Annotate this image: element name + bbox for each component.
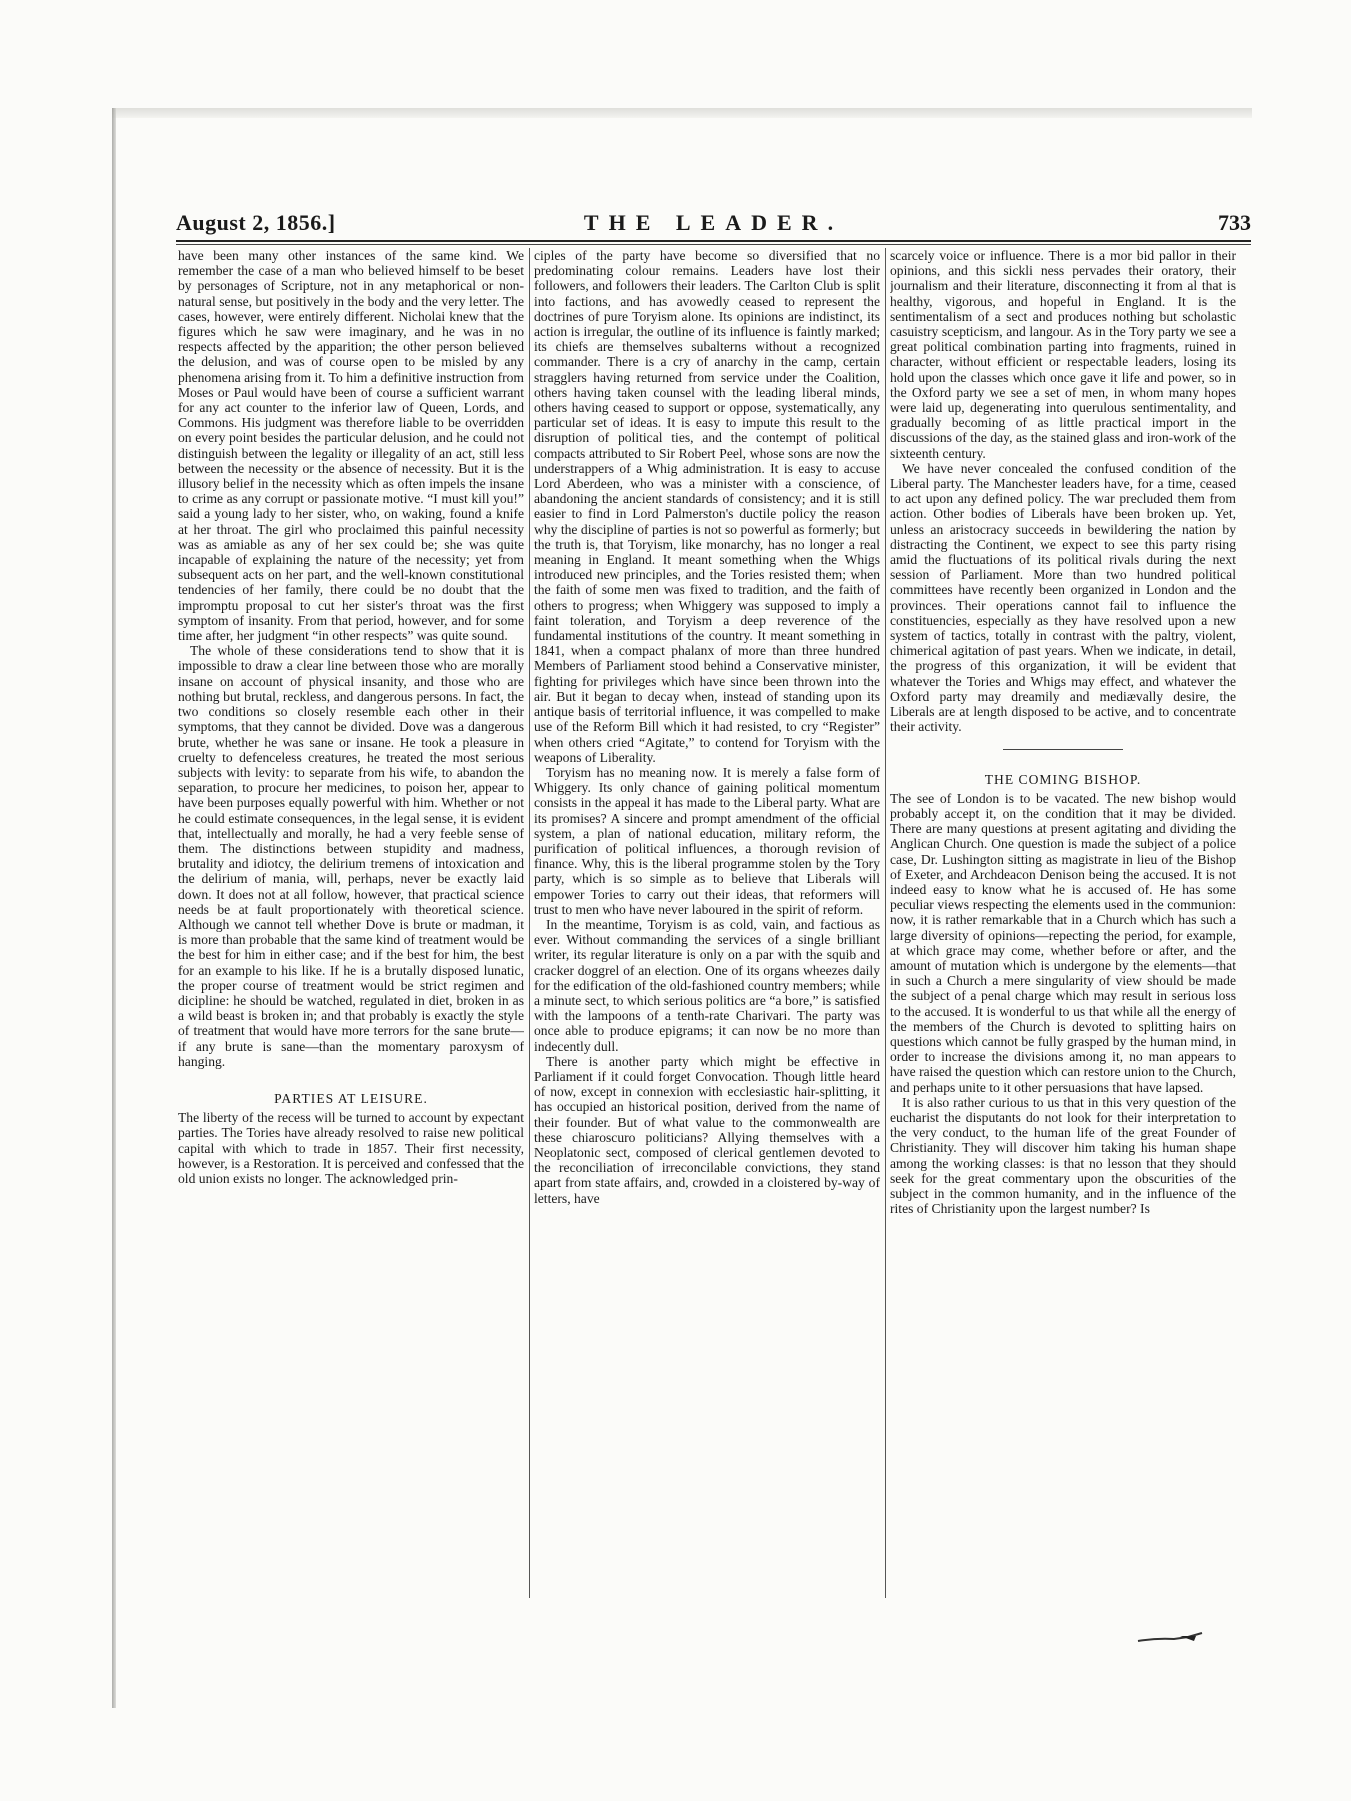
header-rule-thin (176, 244, 1251, 245)
section-heading-parties-at-leisure: PARTIES AT LEISURE. (274, 1090, 428, 1106)
article-paragraph: We have never concealed the confused condition of the Liberal party. The Manchester leaders have, for a time, ceased to act upon any defined policy. The war precluded them from action. Other bodies of Liberals have been broken up. Yet, unless an aristocracy succeeds in bewildering the nation by distracting the Continent, we expect to see this party rising amid the fluctuations of its political rivals during the next session of Parliament. More than two hundred political committees have recently been organized in London and the provinces. Their operations cannot fail to influence the constituencies, especially as they have resolved upon a new system of tactics, totally in contrast with the paltry, violent, chimerical agitation of past years. When we indicate, in detail, the progress of this organization, it will be evident that whatever the Tories and Whigs may effect, and whatever the Oxford party may dreamily and mediævally desire, the Liberals are at length disposed to be active, and to concentrate their activity. (890, 460, 1236, 735)
article-paragraph: There is another party which might be effective in Parliament if it could forget Convocation. Though little heard of now, except in connexion with ecclesiastic hair-splitting, it has occupied an historical position, derived from the name of their founder. But of what value to the commonwealth are these chiaroscuro politicians? Allying themselves with a Neoplatonic sect, composed of clerical gentlemen devoted to the reconciliation of irreconcilable convictions, they stand apart from state affairs, and, crowded in a cloistered by-way of letters, have (534, 1053, 880, 1206)
column-divider-1 (529, 248, 530, 1598)
article-paragraph: ciples of the party have become so diversified that no predominating colour remains. Leaders have lost their followers, and followers their leaders. The Carlton Club is split into factions, and has avowedly ceased to represent the doctrines of pure Toryism alone. Its opinions are indistinct, its action is irregular, the outline of its influence is faintly marked; its chiefs are themselves subalterns without a recognized commander. There is a cry of anarchy in the camp, certain stragglers having returned from service under the Coalition, others having taken counsel with the leading liberal minds, others having ceased to support or oppose, systematically, any particular set of ideas. It is easy to impute this result to the disruption of political ties, and the contempt of political compacts attributed to Sir Robert Peel, whose sons are now the understrappers of a Whig administration. It is easy to accuse Lord Aberdeen, who was a minister with a conscience, of abandoning the ancient standards of consistency; and it is still easier to find in Lord Palmerston's ductile policy the reason why the discipline of parties is not so powerful as formerly; but the truth is, that Toryism, like monarchy, has no longer a real meaning in England. It meant something when the Whigs introduced new principles, and the Tories resisted them; when the faith of some men was fixed to tradition, and the faith of others to progress; when Whiggery was supposed to imply a faint toleration, and Toryism a deep reverence of the fundamental institutions of the country. It meant something in 1841, when a compact phalanx of more than three hundred Members of Parliament stood behind a Conservative minister, fighting for privileges which have since been thrown into the air. But it began to decay when, instead of standing upon its antique basis of territorial influence, it was compelled to make use of the Reform Bill which it had resisted, to cry “Register” when others cried “Agitate,” to contend for Toryism with the weapons of Liberality. (534, 248, 880, 765)
article-paragraph: It is also rather curious to us that in this very question of the eucharist the disputants do not look for their interpretation to the very conduct, to the human life of the great Founder of Christianity. They will discover him taking his human shape among the working classes: is that no lesson that they should seek for the great commentary upon the obscurities of the subject in the common humanity, and in the influence of the rites of Christianity upon the largest number? Is (890, 1094, 1236, 1217)
masthead (176, 210, 1251, 240)
column-3 (890, 248, 1236, 1598)
article-paragraph: In the meantime, Toryism is as cold, vain, and factious as ever. Without commanding the services of a single brilliant writer, its regular literature is only on a par with the squib and cracker doggrel of an election. One of its organs wheezes daily for the edification of the old-fashioned country members; while a minute sect, to which serious politics are “a bore,” is satisfied with the lampoons of a tenth-rate Charivari. The party was once able to produce epigrams; it can now be no more than indecently dull. (534, 916, 880, 1054)
ink-smudge-mark (1136, 1630, 1206, 1644)
column-2 (534, 248, 880, 1598)
article-paragraph: Toryism has no meaning now. It is merely a false form of Whiggery. Its only chance of gaining political momentum consists in the appeal it has made to the Liberal party. What are its promises? A sincere and prompt amendment of the official system, a plan of national education, military reform, the purification of political influences, a thorough revision of finance. Why, this is the liberal programme stolen by the Tory party, which is so simple as to believe that Liberals will empower Tories to carry out their ideas, that reformers will trust to men who have never laboured in the spirit of reform. (534, 764, 880, 917)
page-number: 733 (1218, 210, 1251, 235)
issue-date: August 2, 1856.] (176, 210, 336, 235)
article-paragraph: have been many other instances of the same kind. We remember the case of a man who believed himself to be beset by personages of Scripture, not in any metaphorical or non-natural sense, but positively in the body and the very letter. The cases, however, were entirely different. Nicholai knew that the figures which he saw were imaginary, and he was in no respects affected by the apparition; the other person believed the delusion, and was of course open to be misled by any phenomena arising from it. To him a definitive instruction from Moses or Paul would have been of course a sufficient warrant for any act counter to the inferior law of Queen, Lords, and Commons. His judgment was therefore liable to be overridden on every point besides the particular delusion, and he could not distinguish between the legality or illegality of an act, still less between the necessity or the absence of necessity. But it is the illusory belief in the necessity which as often impels the insane to crime as any corrupt or passionate motive. “I must kill you!” said a young lady to her sister, who, on waking, found a knife at her throat. The girl who proclaimed this painful necessity was as amiable as any of her sex could be; she was quite incapable of explaining the nature of the necessity; yet from subsequent acts on her part, and the well-known constitutional tendencies of her family, there could be no doubt that the impromptu proposal to cut her sister's throat was the first symptom of insanity. From that period, however, and for some time after, her judgment “in other respects” was quite sound. (178, 248, 524, 644)
column-1 (178, 248, 524, 1598)
scan-left-edge (112, 108, 116, 1708)
article-paragraph: The see of London is to be vacated. The new bishop would probably accept it, on the condition that it may be divided. There are many questions at present agitating and dividing the Anglican Church. One question is made the subject of a police case, Dr. Lushington sitting as magistrate in lieu of the Bishop of Exeter, and Archdeacon Denison being the accused. It is not indeed easy to know what he is accused of. He has some peculiar views respecting the elements used in the communion: now, it is rather remarkable that in a Church which has such a large diversity of opinions—repecting the period, for example, at which grace may come, whether before or after, and the amount of mutation which is undergone by the elements—that in such a Church a mere singularity of view should be made the subject of a penal charge which may result in serious loss to the accused. It is wonderful to us that while all the energy of the members of the Church is devoted to splitting hairs on questions which cannot be fully grasped by the human mind, in order to increase the divisions among it, no man appears to have raised the question which can restore union to the Church, and perhaps unite to it other persuasions that have lapsed. (890, 790, 1236, 1095)
column-divider-2 (885, 248, 886, 1598)
article-paragraph: The whole of these considerations tend to show that it is impossible to draw a clear line between those who are morally insane on account of physical insanity, and those who are nothing but brutal, reckless, and dangerous persons. In fact, the two conditions so closely resemble each other in their symptoms, that they cannot be divided. Dove was a dangerous brute, whether he was sane or insane. He took a pleasure in cruelty to defenceless creatures, he treated the most serious subjects with levity: to separate from his wife, to abandon the separation, to procure her medicines, to poison her, appear to have been purposes equally powerful with him. Whether or not he could estimate consequences, in the legal sense, it is evident that, intellectually and morally, he had a very feeble sense of them. The distinctions between stupidity and madness, brutality and idiotcy, the delirium tremens of intoxication and the delirium of mania, will, perhaps, never be exactly laid down. It does not at all follow, however, that practical science needs be at fault proportionately with theoretical science. Although we cannot tell whether Dove is brute or madman, it is more than probable that the same kind of treatment would be the best for him in either case; and if the best for him, the best for an example to his like. If he is a brutally disposed lunatic, the proper course of treatment would be strict regimen and dicipline: he should be watched, regulated in diet, broken in as a wild beast is broken in; and that probably is exactly the style of treatment that would have more terrors for the sane brute—if any brute is sane—than the momentary paroxysm of hanging. (178, 643, 524, 1069)
article-paragraph: scarcely voice or influence. There is a mor bid pallor in their opinions, and this sickli ness pervades their oratory, their journalism and their literature, disconnecting it from al that is healthy, vigorous, and hopeful in England. It is the sentimentalism of a sect and produces nothing but scholastic casuistry scepticism, and langour. As in the Tory party we see a great political combination parting into fragments, ruined in character, without efficient or respectable leaders, losing its hold upon the classes which once gave it life and power, so in the Oxford party we see a set of men, in whom many hopes were laid up, degenerating into querulous sentimentality, and gradually becoming of as little practical import in the discussions of the day, as the stained glass and iron-work of the sixteenth century. (890, 248, 1236, 461)
header-rule (176, 240, 1251, 242)
section-heading-coming-bishop: THE COMING BISHOP. (984, 771, 1142, 787)
section-separator (1003, 749, 1123, 750)
article-paragraph: The liberty of the recess will be turned to account by expectant parties. The Tories have already resolved to raise new political capital with which to trade in 1857. Their first necessity, however, is a Restoration. It is perceived and confessed that the old union exists no longer. The acknowledged prin- (178, 1110, 524, 1186)
newspaper-title: THE LEADER. (583, 210, 844, 235)
scan-top-edge (112, 108, 1252, 118)
